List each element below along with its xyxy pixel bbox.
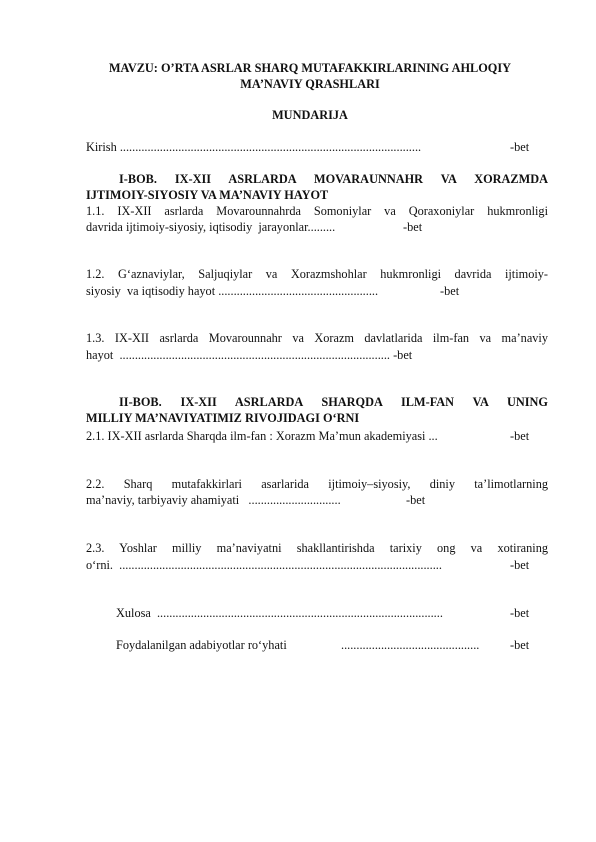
toc-entry-1-1-line-2: davrida ijtimoiy-siyosiy, iqtisodiy jarayonlar......... xyxy=(86,220,336,234)
toc-entry-2-2-line-2: ma’naviy, tarbiyaviy ahamiyati .............................. xyxy=(86,493,341,507)
document-title xyxy=(60,60,560,92)
chapter-2-heading-line-2: MILLIY MA’NAVIYATIMIZ RIVOJIDAGI O‘RNI xyxy=(86,411,360,425)
toc-leader-bibliography: ............................................. xyxy=(341,638,480,652)
toc-entry-2-3-line-2: o‘rni. ......................................................................................................... xyxy=(86,558,442,572)
toc-entry-xulosa: Xulosa ............................................................................................. xyxy=(116,606,443,620)
toc-page-xulosa: -bet xyxy=(510,606,530,620)
title-line-2: MA’NAVIY QRASHLARI xyxy=(240,77,380,91)
toc-page-1-1: -bet xyxy=(403,220,423,234)
toc-page-2-3: -bet xyxy=(510,558,530,572)
chapter-2-heading-line-1: II-BOB. IX-XII ASRLARDA SHARQDA ILM-FAN VA UNING xyxy=(119,395,548,409)
toc-entry-2-3-line-1: 2.3. Yoshlar milliy ma’naviyatni shakllantirishda tarixiy ong va xotiraning xyxy=(86,541,548,555)
chapter-1-heading-line-1: I-BOB. IX-XII ASRLARDA MOVARAUNNAHR VA XORAZMDA xyxy=(119,172,548,186)
toc-entry-2-1: 2.1. IX-XII asrlarda Sharqda ilm-fan : Xorazm Ma’mun akademiyasi ... xyxy=(86,429,438,443)
title-line-1: MAVZU: O’RTA ASRLAR SHARQ MUTAFAKKIRLARINING AHLOQIY xyxy=(108,61,512,75)
toc-entry-1-2-line-1: 1.2. G‘aznaviylar, Saljuqiylar va Xorazmshohlar hukmronligi davrida ijtimoiy- xyxy=(86,267,548,281)
toc-entry-2-2-line-1: 2.2. Sharq mutafakkirlari asarlarida ijtimoiy–siyosiy, diniy ta’limotlarning xyxy=(86,477,548,491)
toc-entry-1-2-line-2: siyosiy va iqtisodiy hayot .................................................... xyxy=(86,284,379,298)
toc-entry-1-3-line-2: hayot ........................................................................................ -bet xyxy=(86,348,413,362)
toc-entry-1-3-line-1: 1.3. IX-XII asrlarda Movarounnahr va Xorazm davlatlarida ilm-fan va ma’naviy xyxy=(86,331,548,345)
chapter-1-heading-line-2: IJTIMOIY-SIYOSIY VA MA’NAVIY HAYOT xyxy=(86,188,329,202)
toc-page-bibliography: -bet xyxy=(510,638,530,652)
toc-entry-bibliography: Foydalanilgan adabiyotlar ro‘yhati xyxy=(116,638,287,652)
toc-page-kirish: -bet xyxy=(510,140,530,154)
toc-page-2-2: -bet xyxy=(406,493,426,507)
toc-page-1-2: -bet xyxy=(440,284,460,298)
contents-heading: MUNDARIJA xyxy=(272,108,348,122)
toc-entry-kirish: Kirish .................................................................................................. xyxy=(86,140,422,154)
toc-page-2-1: -bet xyxy=(510,429,530,443)
toc-entry-1-1-line-1: 1.1. IX-XII asrlarda Movarounnahrda Somoniylar va Qoraxoniylar hukmronligi xyxy=(86,204,548,218)
